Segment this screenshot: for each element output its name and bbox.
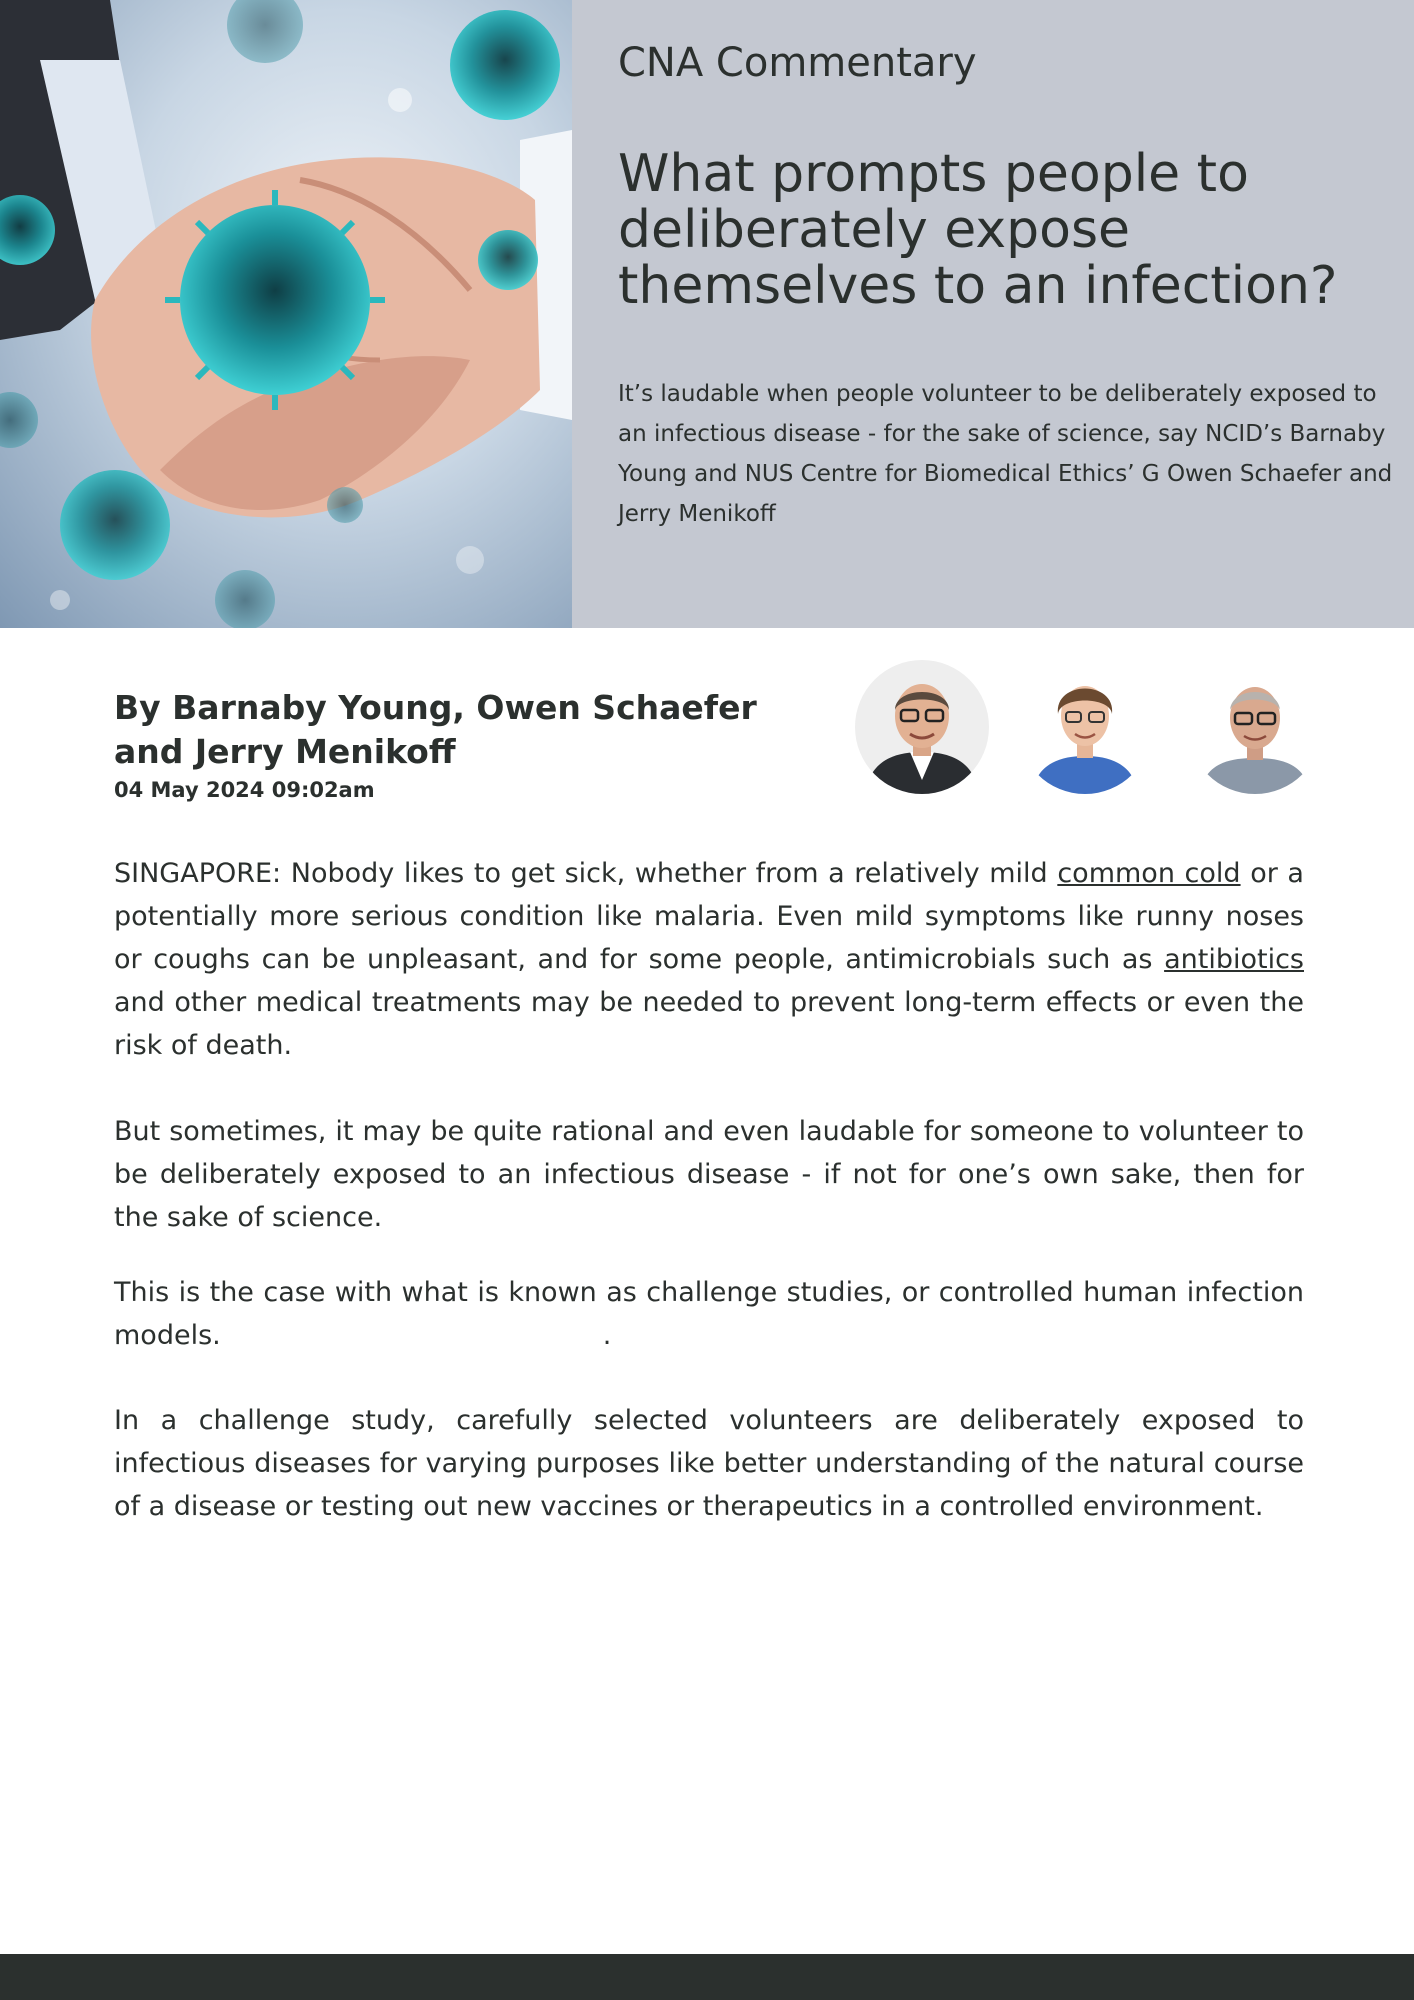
footer-bar — [0, 1954, 1414, 2000]
avatar-owen-schaefer — [1018, 660, 1152, 794]
hero-section — [0, 0, 1414, 628]
author-byline: By Barnaby Young, Owen Schaefer and Jerry Menikoff — [114, 688, 757, 771]
paragraph-text: or a potentially more serious condition like malaria. Even mild symptoms like runny noses or coughs can be unpleasant, and for some people, antimicrobials such as — [114, 858, 1304, 975]
publish-date: 04 May 2024 09:02am — [114, 778, 375, 802]
article-standfirst: It’s laudable when people volunteer to be deliberately exposed to an infectious disease - for the sake of science, say NCID’s Barnaby Young and NUS Centre for Biomedical Ethics’ G Owen Schaefer and Jerry Menikoff — [618, 381, 1393, 527]
hero-text-panel — [572, 0, 1414, 628]
body-paragraph-4: In a challenge study, carefully selected volunteers are deliberately exposed to infectious diseases for varying purposes like better understanding of the natural course of a disease or testing out new vaccines or therapeutics in a controlled environment. — [114, 1405, 1304, 1522]
hero-image-handshake-virus — [0, 0, 572, 628]
trailing-period: . — [602, 1320, 612, 1351]
avatar-jerry-menikoff — [1188, 660, 1322, 794]
virus-illustration — [165, 190, 385, 410]
avatar-barnaby-young — [855, 660, 989, 794]
link-antibiotics[interactable]: antibiotics — [1164, 944, 1304, 975]
body-paragraph-1 — [114, 852, 1304, 1067]
paragraph-text: This is the case with what is known as challenge studies, or controlled human infection models. — [114, 1277, 1304, 1351]
link-common-cold[interactable]: common cold — [1057, 858, 1241, 889]
byline-block — [114, 686, 834, 802]
paragraph-text: and other medical treatments may be needed to prevent long-term effects or even the risk of death. — [114, 987, 1304, 1061]
body-paragraph-3 — [114, 1271, 1304, 1357]
paragraph-text: SINGAPORE: Nobody likes to get sick, whether from a relatively mild — [114, 858, 1058, 889]
section-kicker: CNA Commentary — [618, 40, 977, 86]
article-headline: What prompts people to deliberately expose themselves to an infection? — [618, 144, 1338, 316]
body-paragraph-2: But sometimes, it may be quite rational and even laudable for someone to volunteer to be deliberately exposed to an infectious disease - if not for one’s own sake, then for the sake of science. — [114, 1116, 1304, 1233]
